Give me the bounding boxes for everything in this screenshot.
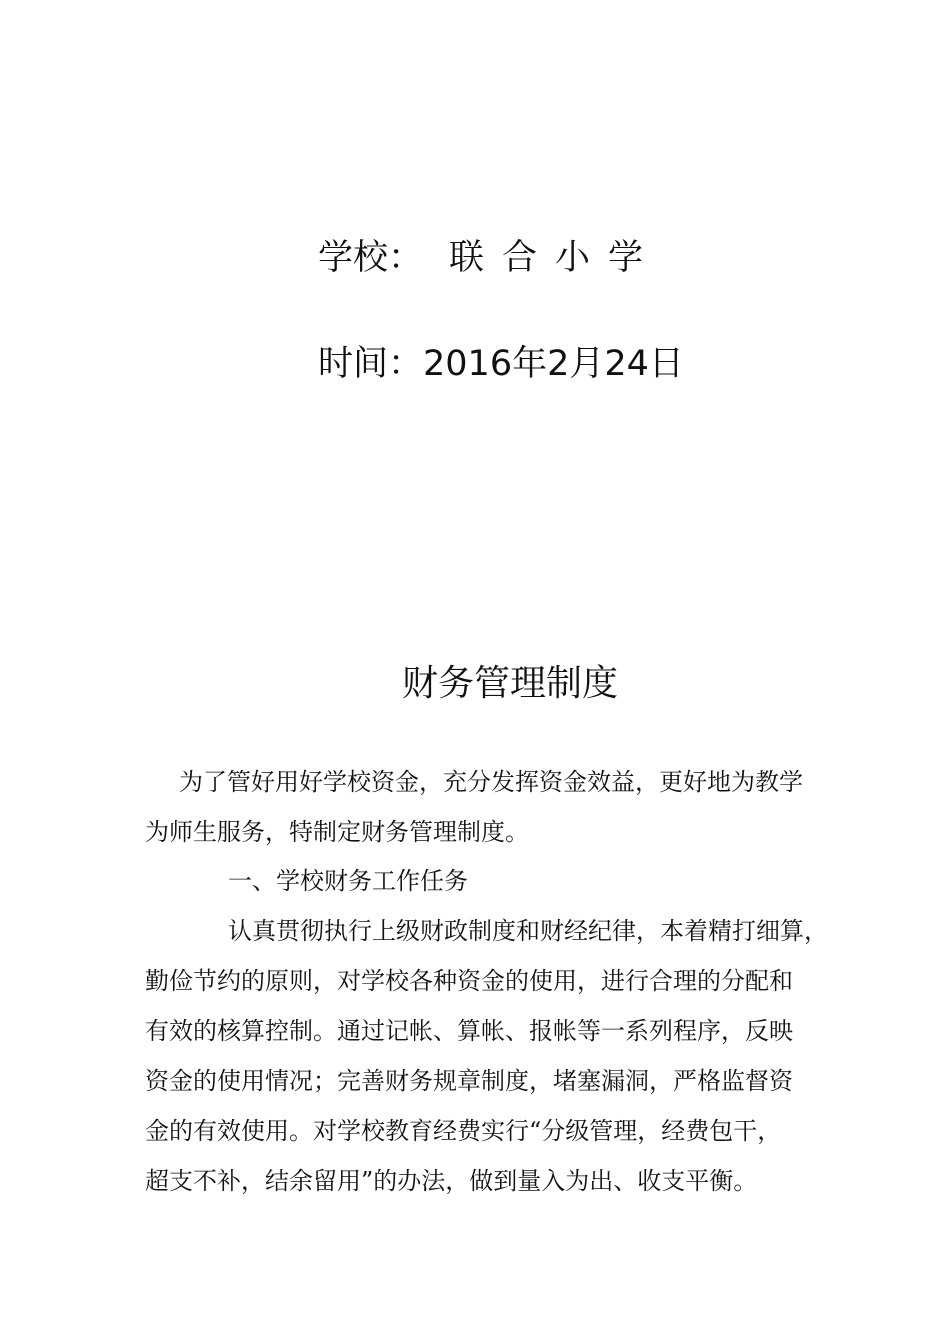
date-value: 2016年2月24日: [423, 344, 684, 384]
section-heading-text: 一、学校财务工作任务: [228, 867, 468, 895]
document-title: 财务管理制度: [401, 663, 618, 704]
intro-line: 为师生服务，特制定财务管理制度。: [145, 818, 529, 846]
section-line: 超支不补，结余留用”的办法，做到量入为出、收支平衡。: [145, 1167, 758, 1195]
section-line: 勤俭节约的原则，对学校各种资金的使用，进行合理的分配和: [145, 967, 793, 995]
school-name: 联合小学: [449, 238, 662, 278]
section-paragraph: [145, 906, 828, 1206]
school-label: 学校：: [318, 238, 424, 278]
section-line: 有效的核算控制。通过记帐、算帐、报帐等一系列程序，反映: [145, 1017, 793, 1045]
school-line: [318, 232, 661, 284]
section-line: 资金的使用情况；完善财务规章制度，堵塞漏洞，严格监督资: [145, 1067, 793, 1095]
section-line: 金的有效使用。对学校教育经费实行“分级管理，经费包干，: [145, 1117, 782, 1145]
section-line: 认真贯彻执行上级财政制度和财经纪律，本着精打细算，: [228, 917, 828, 945]
date-line: [318, 338, 684, 390]
date-label: 时间：: [318, 344, 424, 384]
section-heading: [145, 856, 825, 906]
intro-paragraph: [145, 757, 825, 857]
intro-line: 为了管好用好学校资金，充分发挥资金效益，更好地为教学: [179, 768, 803, 796]
